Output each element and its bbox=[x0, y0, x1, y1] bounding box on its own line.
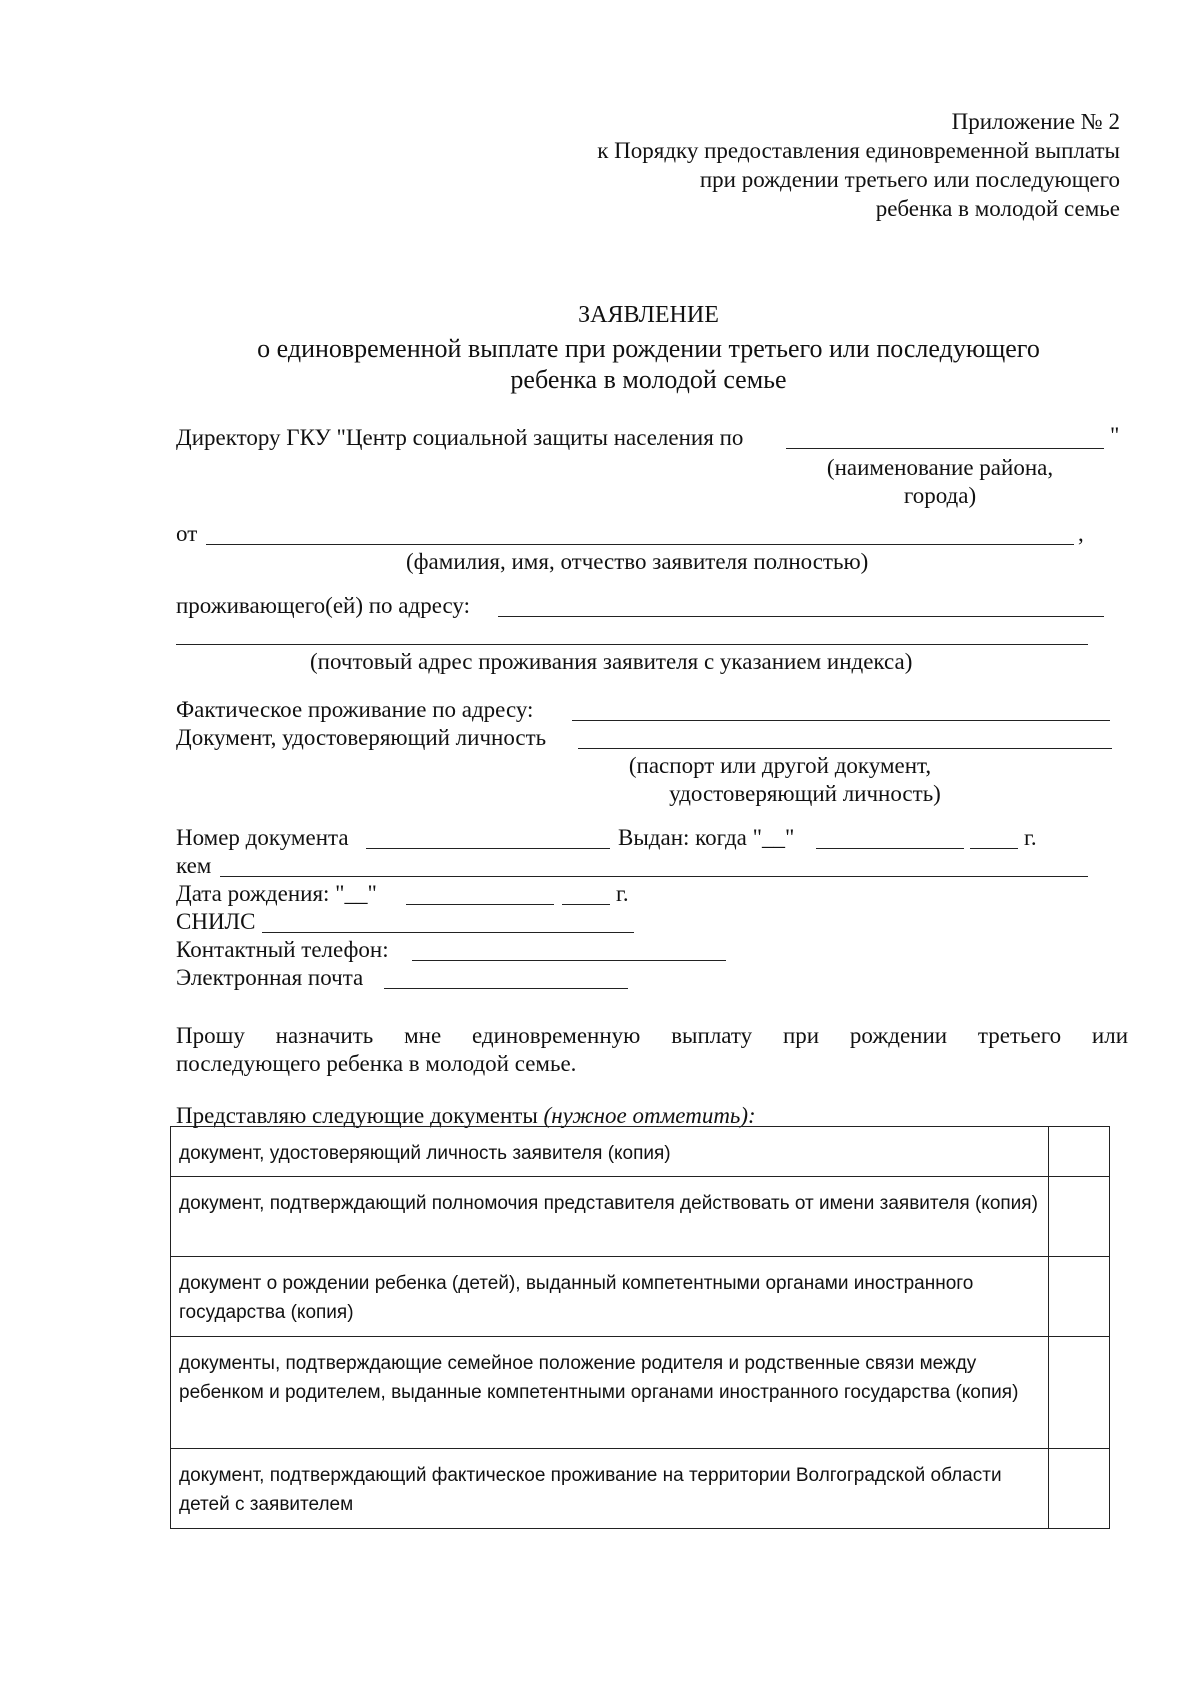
documents-intro-note: (нужное отметить): bbox=[543, 1103, 756, 1128]
document-subtitle-line2: ребенка в молодой семье bbox=[510, 365, 787, 394]
from-label: от bbox=[176, 521, 198, 546]
actual-address-label: Фактическое проживание по адресу: bbox=[176, 697, 534, 722]
email-label: Электронная почта bbox=[176, 965, 364, 990]
document-item-1: документ, удостоверяющий личность заявителя (копия) bbox=[171, 1127, 1049, 1177]
document-checkbox-4[interactable] bbox=[1049, 1337, 1110, 1449]
document-item-4: документы, подтверждающие семейное положение родителя и родственные связи между ребенком и родителем, выданные компетентными органами иностранного государства (копия) bbox=[171, 1337, 1049, 1449]
document-checkbox-3[interactable] bbox=[1049, 1257, 1110, 1337]
documents-table bbox=[170, 1126, 1110, 1529]
applicant-name-hint: (фамилия, имя, отчество заявителя полностью) bbox=[406, 549, 869, 574]
phone-label: Контактный телефон: bbox=[176, 937, 389, 962]
appendix-ref-line1: к Порядку предоставления единовременной выплаты bbox=[597, 138, 1120, 163]
issued-date-label: Выдан: когда "__" bbox=[618, 825, 795, 850]
document-subtitle-line1: о единовременной выплате при рождении третьего или последующего bbox=[257, 334, 1040, 363]
table-row bbox=[171, 1337, 1110, 1449]
document-checkbox-2[interactable] bbox=[1049, 1177, 1110, 1257]
request-text-line1: Прошу назначить мне единовременную выплату при рождении третьего или bbox=[176, 1023, 1128, 1048]
issued-by-label: кем bbox=[176, 853, 212, 878]
request-text-line2: последующего ребенка в молодой семье. bbox=[176, 1051, 577, 1076]
email-field[interactable] bbox=[384, 966, 628, 989]
document-item-3: документ о рождении ребенка (детей), выданный компетентными органами иностранного государства (копия) bbox=[171, 1257, 1049, 1337]
document-title: ЗАЯВЛЕНИЕ bbox=[578, 302, 719, 328]
snils-field[interactable] bbox=[262, 910, 634, 933]
documents-intro-text: Представляю следующие документы bbox=[176, 1103, 538, 1128]
director-label: Директору ГКУ "Центр социальной защиты населения по bbox=[176, 425, 744, 450]
id-document-hint-line2: удостоверяющий личность) bbox=[669, 781, 941, 806]
address-label: проживающего(ей) по адресу: bbox=[176, 593, 470, 618]
birth-date-label: Дата рождения: "__" bbox=[176, 881, 377, 906]
document-item-2: документ, подтверждающий полномочия представителя действовать от имени заявителя (копия) bbox=[171, 1177, 1049, 1257]
document-item-5: документ, подтверждающий фактическое проживание на территории Волгоградской области детей с заявителем bbox=[171, 1449, 1049, 1529]
issued-month-field[interactable] bbox=[816, 826, 964, 849]
id-document-field[interactable] bbox=[578, 726, 1112, 749]
issued-year-field[interactable] bbox=[970, 826, 1018, 849]
id-document-label: Документ, удостоверяющий личность bbox=[176, 725, 547, 750]
district-hint-line1: (наименование района, bbox=[826, 455, 1054, 480]
district-hint-line2: города) bbox=[903, 483, 977, 508]
birth-year-field[interactable] bbox=[562, 882, 610, 905]
document-checkbox-5[interactable] bbox=[1049, 1449, 1110, 1529]
document-checkbox-1[interactable] bbox=[1049, 1127, 1110, 1177]
address-field-line2[interactable] bbox=[176, 624, 1088, 645]
appendix-ref-line2: при рождении третьего или последующего bbox=[699, 167, 1120, 192]
district-field[interactable] bbox=[786, 426, 1104, 449]
table-row bbox=[171, 1127, 1110, 1177]
doc-number-field[interactable] bbox=[366, 826, 610, 849]
table-row bbox=[171, 1177, 1110, 1257]
address-field-line1[interactable] bbox=[498, 594, 1104, 617]
birth-year-suffix: г. bbox=[616, 881, 629, 906]
birth-month-field[interactable] bbox=[406, 882, 554, 905]
snils-label: СНИЛС bbox=[176, 909, 256, 934]
from-comma: , bbox=[1078, 521, 1084, 546]
address-hint: (почтовый адрес проживания заявителя с указанием индекса) bbox=[310, 649, 913, 674]
director-quote: " bbox=[1110, 423, 1120, 448]
table-row bbox=[171, 1449, 1110, 1529]
id-document-hint-line1: (паспорт или другой документ, bbox=[628, 753, 932, 778]
phone-field[interactable] bbox=[412, 938, 726, 961]
table-row bbox=[171, 1257, 1110, 1337]
applicant-name-field[interactable] bbox=[206, 522, 1074, 545]
doc-number-label: Номер документа bbox=[176, 825, 349, 850]
issued-by-field[interactable] bbox=[220, 854, 1088, 877]
issued-year-suffix: г. bbox=[1024, 825, 1037, 850]
appendix-number: Приложение № 2 bbox=[951, 109, 1120, 134]
appendix-ref-line3: ребенка в молодой семье bbox=[875, 196, 1120, 221]
actual-address-field[interactable] bbox=[572, 698, 1110, 721]
